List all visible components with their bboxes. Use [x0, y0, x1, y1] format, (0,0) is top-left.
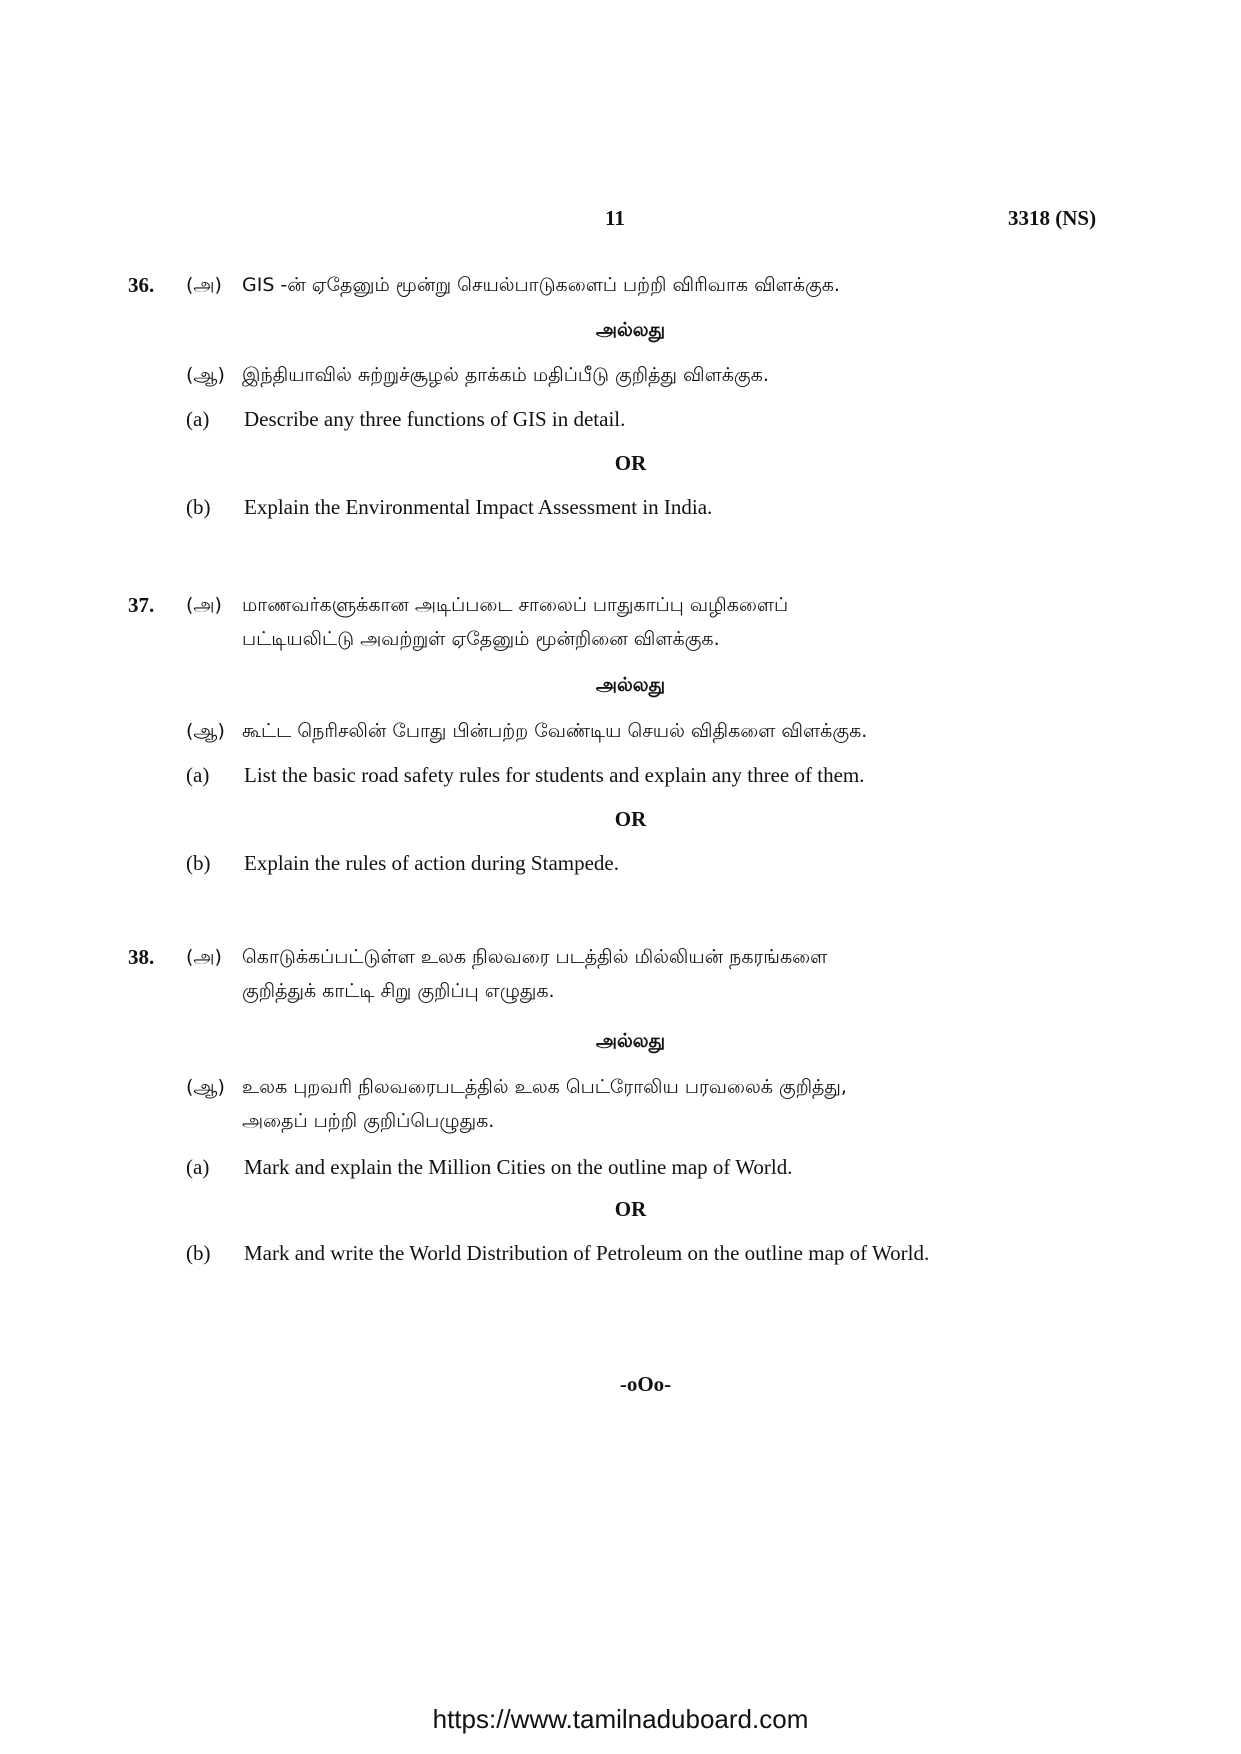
- english-text-a: Mark and explain the Million Cities on the outline map of World.: [244, 1155, 793, 1179]
- paper-code: 3318 (NS): [1008, 206, 1097, 230]
- english-text-a: List the basic road safety rules for students and explain any three of them.: [244, 763, 865, 787]
- tamil-option-a: [186, 268, 1066, 302]
- tamil-text-b-continued: அதைப் பற்றி குறிப்பெழுதுக.: [242, 1110, 495, 1132]
- tamil-marker-a: (அ): [186, 594, 222, 616]
- tamil-text-a-continued: பட்டியலிட்டு அவற்றுள் ஏதேனும் மூன்றினை விளக்குக.: [242, 628, 720, 650]
- tamil-text-a: கொடுக்கப்பட்டுள்ள உலக நிலவரை படத்தில் மில்லியன் நகரங்களை: [242, 946, 828, 968]
- tamil-option-a: [186, 588, 1066, 656]
- english-marker-b: (b): [186, 1241, 211, 1265]
- question-number: 38.: [128, 945, 155, 969]
- tamil-option-a: [186, 940, 1066, 1008]
- english-marker-a: (a): [186, 763, 210, 787]
- english-text-b: Mark and write the World Distribution of Petroleum on the outline map of World.: [244, 1241, 930, 1265]
- english-or: OR: [614, 451, 647, 475]
- tamil-option-b: [186, 358, 1066, 392]
- english-text-a: Describe any three functions of GIS in detail.: [244, 407, 626, 431]
- english-text-b: Explain the rules of action during Stampede.: [244, 851, 619, 875]
- english-marker-b: (b): [186, 495, 211, 519]
- english-or: OR: [614, 807, 647, 831]
- tamil-text-a: மாணவர்களுக்கான அடிப்படை சாலைப் பாதுகாப்பு வழிகளைப்: [242, 594, 789, 616]
- tamil-or: அல்லது: [595, 319, 666, 341]
- english-option-b: [186, 846, 1066, 880]
- tamil-text-a-continued: குறித்துக் காட்டி சிறு குறிப்பு எழுதுக.: [242, 980, 555, 1002]
- english-marker-a: (a): [186, 407, 210, 431]
- english-option-a: [186, 758, 1066, 792]
- question-number: 36.: [128, 273, 155, 297]
- tamil-text-b: உலக புறவரி நிலவரைபடத்தில் உலக பெட்ரோலிய பரவலைக் குறித்து,: [242, 1076, 847, 1098]
- tamil-text-b: இந்தியாவில் சுற்றுச்சூழல் தாக்கம் மதிப்பீடு குறித்து விளக்குக.: [242, 364, 769, 386]
- tamil-option-b: [186, 714, 1066, 748]
- tamil-text-b: கூட்ட நெரிசலின் போது பின்பற்ற வேண்டிய செயல் விதிகளை விளக்குக.: [242, 720, 868, 742]
- question-number: 37.: [128, 593, 155, 617]
- english-option-b: [186, 1236, 1066, 1270]
- english-marker-a: (a): [186, 1155, 210, 1179]
- tamil-or: அல்லது: [595, 674, 666, 696]
- english-text-b: Explain the Environmental Impact Assessment in India.: [244, 495, 713, 519]
- english-option-a: [186, 402, 1066, 436]
- english-option-a: [186, 1150, 1066, 1184]
- english-marker-b: (b): [186, 851, 211, 875]
- footer-url: https://www.tamilnaduboard.com: [432, 1704, 809, 1734]
- tamil-marker-b: (ஆ): [186, 1076, 225, 1098]
- tamil-or: அல்லது: [595, 1030, 666, 1052]
- tamil-marker-a: (அ): [186, 946, 222, 968]
- english-option-b: [186, 490, 1066, 524]
- tamil-marker-b: (ஆ): [186, 364, 225, 386]
- tamil-option-b: [186, 1070, 1066, 1138]
- tamil-text-a: GIS -ன் ஏதேனும் மூன்று செயல்பாடுகளைப் பற்றி விரிவாக விளக்குக.: [242, 274, 840, 296]
- tamil-marker-b: (ஆ): [186, 720, 225, 742]
- end-of-paper-mark: -oOo-: [619, 1372, 672, 1396]
- tamil-marker-a: (அ): [186, 274, 222, 296]
- page-number: 11: [605, 206, 625, 230]
- english-or: OR: [614, 1197, 647, 1221]
